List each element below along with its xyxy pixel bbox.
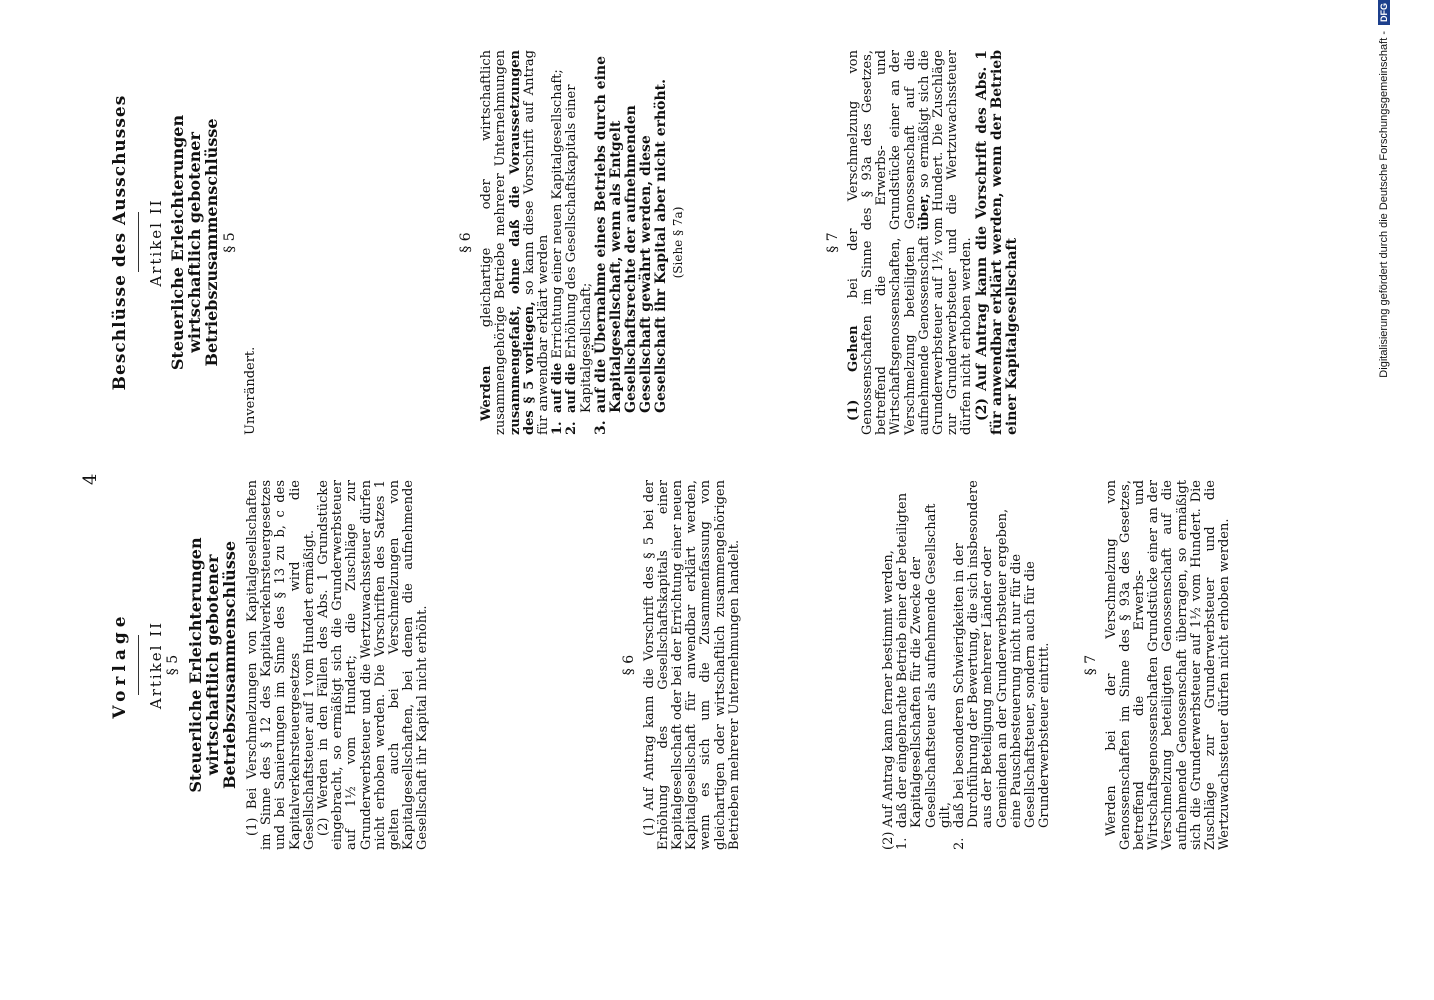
list-item bbox=[896, 480, 953, 850]
article-heading: Artikel II bbox=[147, 620, 165, 710]
text-run: so kann diese Vorschrift auf Antrag für anwendbar erklärt werden bbox=[521, 50, 552, 435]
list-item bbox=[551, 50, 565, 435]
list-text: Erhöhung des Gesellschaftskapitals einer Kapitalgesellschaft; bbox=[564, 84, 594, 413]
section-6-para-2: (2) Auf Antrag kann ferner bestimmt werden, bbox=[881, 550, 897, 850]
bold-phrase: zusammengefaßt, ohne daß die Voraussetzungen des § 5 vorliegen, bbox=[507, 50, 537, 435]
digitization-notice bbox=[1375, 0, 1401, 1000]
bold-phrase: Werden bbox=[479, 365, 495, 421]
section-heading-6: § 6 bbox=[458, 232, 475, 253]
list-number: 1. bbox=[550, 421, 566, 435]
section-7-para-1 bbox=[847, 50, 975, 435]
list-text: daß bei besonderen Schwierigkeiten in der Durchführung der Bewertung, die sich insbesondere aus der Beteiligung mehrerer Länder oder Gemeinden an der Grunderwerbsteuer ergeben, eine Pauschbesteuerung nicht nur für die Gesellschaftsteuer, sondern auch für die Grunderwerbsteuer eintritt. bbox=[952, 480, 1053, 828]
column-heading-vorlage: Vorlage bbox=[110, 611, 130, 719]
page-number: 4 bbox=[80, 473, 101, 485]
bold-phrase: auf die bbox=[564, 362, 580, 413]
dfg-logo: DFG bbox=[1378, 0, 1390, 25]
article-title: Steuerliche Erleichterungen wirtschaftlich gebotener Betriebszusammenschlüsse bbox=[168, 114, 221, 371]
section-heading-5: § 5 bbox=[222, 232, 238, 253]
column-vorlage bbox=[110, 480, 1232, 850]
section-6-intro bbox=[480, 50, 551, 435]
text-run: so ermäßigt sich die Grunderwerbsteuer auf 1½ vom Hundert. Die Zuschläge zur Grunderwerbsteuer und die Wertzuwachssteuer dürfen nicht erhoben werden. bbox=[916, 50, 975, 435]
divider bbox=[138, 213, 139, 273]
section-5-para-1: (1) Bei Verschmelzungen von Kapitalgesellschaften im Sinne des § 12 des Kapitalverkehrsteuergesetzes und bei Sanierungen im Sinne des § 13 zu b, c des Kapitalverkehrsteuergesetzes wird die Gesellschaftsteuer auf 1 vom Hundert ermäßigt. bbox=[245, 480, 317, 850]
text-run: bei der Verschmelzung von Genossenschaften im Sinne des § 93a des Gesetzes, betreffend die Erwerbs- und Wirtschaftsgenossenschaften, Grundstücke einer an der Verschmelzung beteiligten Genossenschaft auf die aufnehmende Genossenschaft bbox=[845, 50, 932, 435]
divider bbox=[138, 635, 139, 695]
list-number: 2. bbox=[952, 837, 968, 850]
bold-phrase: (1) Gehen bbox=[845, 325, 861, 421]
list-number: 1. bbox=[895, 837, 911, 850]
list-item bbox=[953, 480, 1052, 850]
list-number: 2. bbox=[564, 421, 580, 435]
list-text: daß der eingebrachte Betrieb einer der beteiligten Kapitalgesellschaften für die Zwecke der Gesellschaftsteuer als aufnehmende Gesellschaft gilt, bbox=[895, 492, 953, 828]
bold-phrase: über, bbox=[916, 193, 932, 231]
section-6-para-1: (1) Auf Antrag kann die Vorschrift des § 5 bei der Erhöhung des Gesellschaftskapitals einer Kapitalgesellschaft oder bei der Errichtung einer neuen Kapitalgesellschaft für anwendbar erklärt werden, wenn es sich um die Zusammenfassung von gleichartigen oder wirtschaftlich zusammengehörigen Betrieben mehrerer Unternehmungen handelt. bbox=[641, 480, 742, 850]
column-beschluesse bbox=[110, 50, 1020, 435]
list-item bbox=[594, 50, 669, 435]
section-7-text: Werden bei der Verschmelzung von Genossenschaften im Sinne des § 93a des Gesetzes, betreffend die Erwerbs- und Wirtschaftsgenossenschaften Grundstücke einer an der Verschmelzung beteiligten Genossenschaft auf die aufnehmende Genossenschaft überragen, so ermäßigt sich die Grunderwerbsteuer auf 1½ vom Hundert. Die Zuschläge zur Grunderwerbsteuer und die Wertzuwachssteuer dürfen nicht erhoben werden. bbox=[1103, 480, 1233, 850]
notice-text: Digitalisierung gefördert durch die Deutsche Forschungsgemeinschaft - bbox=[1378, 31, 1390, 378]
section-heading-7: § 7 bbox=[1082, 654, 1099, 676]
section-heading-5: § 5 bbox=[165, 654, 181, 676]
text-run: gleichartige oder wirtschaftlich zusammengehörige Betriebe mehrerer Unternehmungen bbox=[479, 50, 509, 435]
section-7-para-2: (2) Auf Antrag kann die Vorschrift des Abs. 1 für anwendbar erklärt werden, wenn der Betrieb einer Kapitalgesellschaft bbox=[973, 50, 1020, 435]
section-heading-7: § 7 bbox=[824, 232, 841, 253]
list-text: auf die Übernahme eines Betriebs durch eine Kapitalgesellschaft, wenn als Entgelt Gesellschaftsrechte der aufnehmenden Gesellschaft gewährt werden, diese Gesellschaft ihr Kapital aber nicht erhöht. bbox=[592, 56, 669, 413]
list-number: 3. bbox=[592, 420, 609, 435]
bold-phrase: auf die bbox=[550, 362, 566, 413]
cross-reference-note: (Siehe § 7a) bbox=[670, 206, 685, 279]
unchanged-note: Unverändert. bbox=[243, 346, 258, 435]
list-text: Errichtung einer neuen Kapitalgesellschaft; bbox=[550, 69, 566, 359]
article-title: Steuerliche Erleichterungen wirtschaftlich gebotener Betriebszusammenschlüsse bbox=[186, 537, 239, 793]
section-5-para-2: (2) Werden in den Fällen des Abs. 1 Grundstücke eingebracht, so ermäßigt sich die Grunderwerbsteuer auf 1½ vom Hundert; die Zuschläge zur Grunderwerbsteuer und die Wertzuwachssteuer dürfen nicht erhoben werden. Die Vorschriften des Satzes 1 gelten auch bei Verschmelzungen von Kapitalgesellschaften, bei denen die aufnehmende Gesellschaft ihr Kapital nicht erhöht. bbox=[316, 480, 431, 850]
column-heading-beschluesse: Beschlüsse des Ausschusses bbox=[110, 94, 130, 391]
list-item bbox=[565, 50, 593, 435]
section-heading-6: § 6 bbox=[620, 654, 637, 676]
article-heading: Artikel II bbox=[147, 198, 165, 287]
